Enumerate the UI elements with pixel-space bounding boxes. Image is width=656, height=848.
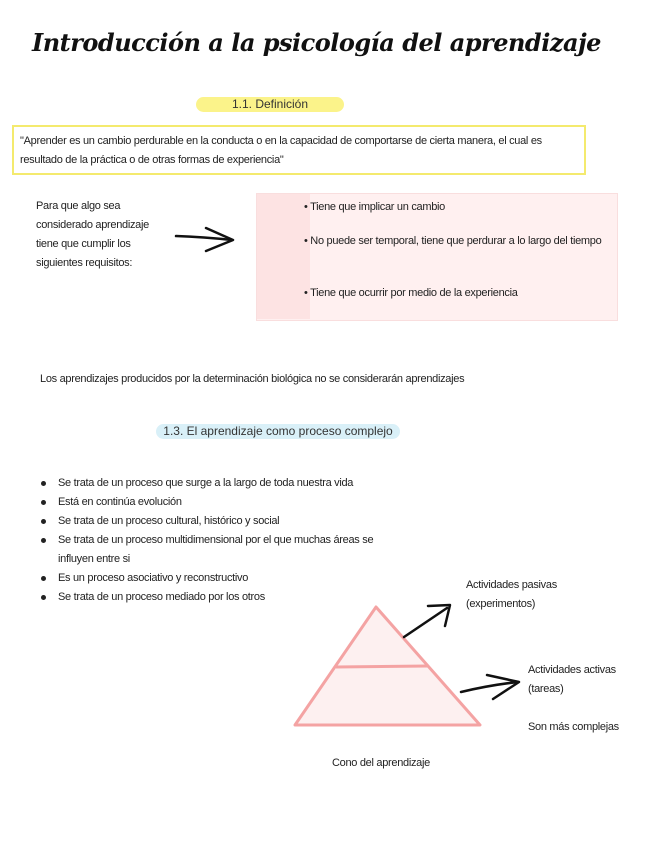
cone-label-complejas: Son más complejas [528, 721, 619, 733]
requirements-intro: Para que algo sea considerado aprendizaje tiene que cumplir los siguientes requisitos: [36, 200, 149, 269]
list-item: Es un proceso asociativo y reconstructivo [40, 569, 380, 588]
arrow-up-right-icon [404, 605, 450, 637]
list-item: Se trata de un proceso cultural, histórico y social [40, 512, 380, 531]
arrow-right-icon [461, 675, 519, 699]
list-item: Se trata de un proceso multidimensional por el que muchas áreas se influyen entre si [40, 531, 380, 569]
list-item: Se trata de un proceso que surge a la largo de toda nuestra vida [40, 474, 380, 493]
section-heading-proceso-complejo: 1.3. El aprendizaje como proceso complejo [156, 424, 400, 439]
cone-label-activas: Actividades activas (tareas) [528, 664, 616, 695]
page-title: Introducción a la psicología del aprendizaje [32, 28, 601, 57]
list-item: Está en continúa evolución [40, 493, 380, 512]
arrow-right-icon [176, 228, 233, 251]
learning-cone [295, 607, 480, 725]
cone-label-pasivas: Actividades pasivas (experimentos) [466, 579, 557, 610]
list-item: Se trata de un proceso mediado por los otros [40, 588, 380, 607]
requirement-item: • Tiene que implicar un cambio [304, 201, 445, 213]
section-heading-definicion: 1.1. Definición [196, 97, 344, 112]
definition-quote: "Aprender es un cambio perdurable en la conducta o en la capacidad de comportarse de cierta manera, el cual es resultado de la práctica o de otras formas de experiencia" [12, 125, 586, 175]
requirement-item: • Tiene que ocurrir por medio de la experiencia [304, 287, 518, 299]
biological-note: Los aprendizajes producidos por la determinación biológica no se considerarán aprendizajes [40, 373, 465, 385]
cone-caption: Cono del aprendizaje [332, 757, 430, 769]
requirement-item: • No puede ser temporal, tiene que perdurar a lo largo del tiempo [304, 235, 602, 247]
